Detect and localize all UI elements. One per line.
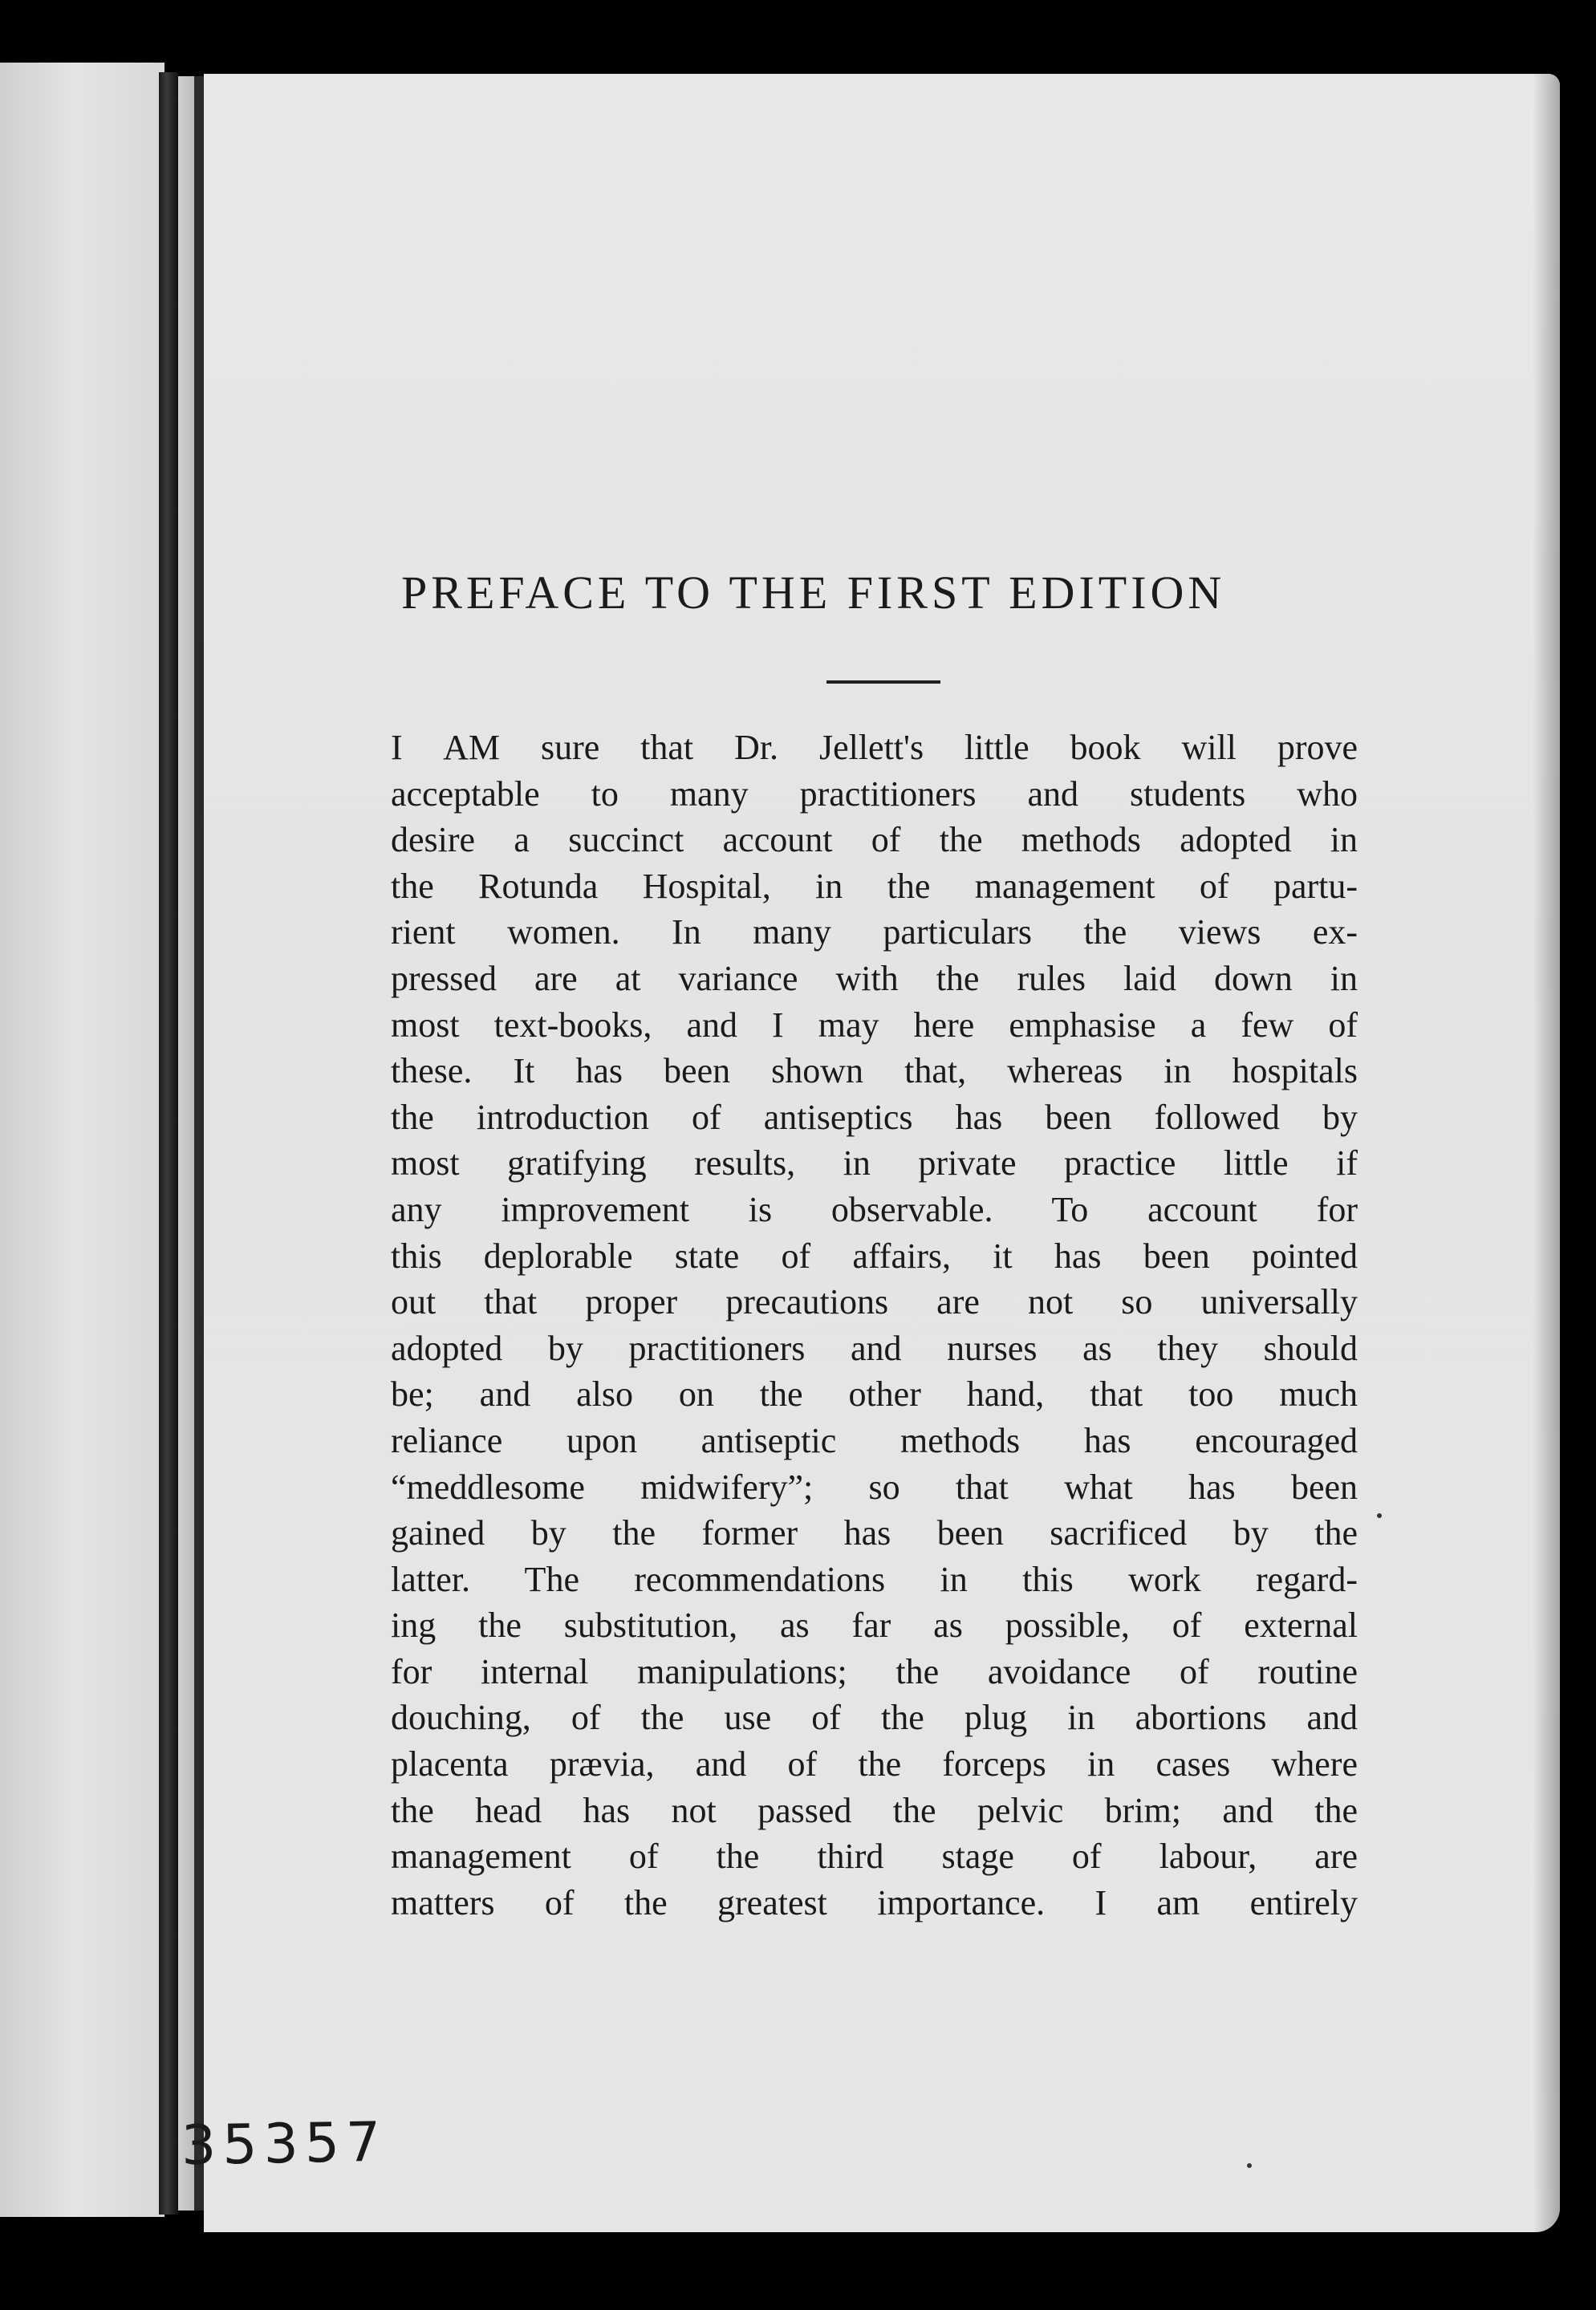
ink-speck: [1377, 1513, 1382, 1518]
title-rule: [826, 680, 940, 684]
text-line: the head has not passed the pelvic brim; and the: [391, 1790, 1358, 1830]
text-line: any improvement is observable. To account for: [391, 1189, 1358, 1229]
text-line: acceptable to many practitioners and students who: [391, 773, 1358, 814]
text-line: douching, of the use of the plug in abortions and: [391, 1698, 1358, 1738]
text-line: most gratifying results, in private practice little if: [391, 1143, 1358, 1183]
page-edge-shadow: [1533, 74, 1560, 2232]
text-line: most text-books, and I may here emphasise a few of: [391, 1005, 1358, 1045]
binding-gutter-highlight: [178, 76, 194, 2211]
text-line: rient women. In many particulars the views ex-: [391, 912, 1358, 952]
accession-number: 35357: [181, 2110, 388, 2178]
ink-speck: [1247, 2163, 1252, 2168]
text-line: gained by the former has been sacrificed by the: [391, 1513, 1358, 1553]
text-line: “meddlesome midwifery”; so that what has been: [391, 1467, 1358, 1507]
text-line: the Rotunda Hospital, in the management of partu-: [391, 866, 1358, 906]
text-line: this deplorable state of affairs, it has been pointed: [391, 1236, 1358, 1276]
text-line: latter. The recommendations in this work regard-: [391, 1559, 1358, 1599]
left-page-edge: [0, 63, 164, 2217]
text-line: the introduction of antiseptics has been followed by: [391, 1097, 1358, 1137]
text-line: I AM sure that Dr. Jellett's little book will prove: [391, 728, 1358, 767]
text-line: reliance upon antiseptic methods has encouraged: [391, 1420, 1358, 1460]
text-line: adopted by practitioners and nurses as they should: [391, 1328, 1358, 1368]
text-line: these. It has been shown that, whereas in hospitals: [391, 1051, 1358, 1091]
text-line: for internal manipulations; the avoidance of routine: [391, 1651, 1358, 1691]
text-line: matters of the greatest importance. I am entirely: [391, 1882, 1358, 1922]
preface-body: [391, 725, 1358, 1926]
binding-gutter-edge: [194, 76, 204, 2211]
text-line: be; and also on the other hand, that too much: [391, 1374, 1358, 1415]
text-line: ing the substitution, as far as possible, of external: [391, 1606, 1358, 1646]
text-line: management of the third stage of labour, are: [391, 1837, 1358, 1877]
page-title: PREFACE TO THE FIRST EDITION: [401, 566, 1226, 619]
text-line: out that proper precautions are not so universally: [391, 1282, 1358, 1322]
binding-gutter: [159, 72, 178, 2215]
text-line: pressed are at variance with the rules laid down in: [391, 958, 1358, 998]
text-line: desire a succinct account of the methods adopted in: [391, 820, 1358, 860]
text-line: placenta prævia, and of the forceps in cases where: [391, 1744, 1358, 1784]
